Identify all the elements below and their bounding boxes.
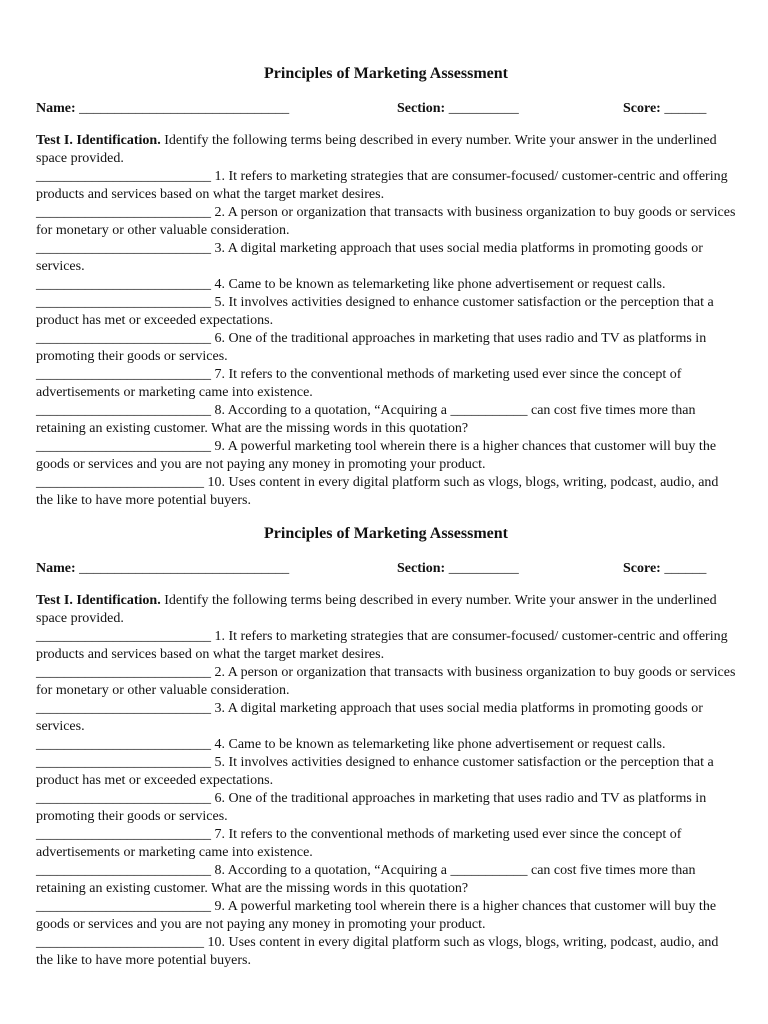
question-number: 10. bbox=[207, 935, 225, 950]
test-instructions bbox=[36, 592, 736, 628]
question-number: 9. bbox=[214, 899, 225, 914]
test-instructions bbox=[36, 132, 736, 168]
section-blank: __________ bbox=[448, 561, 519, 576]
answer-blank: _________________________ bbox=[36, 367, 211, 382]
score-label: Score: bbox=[623, 101, 661, 116]
name-field bbox=[36, 559, 289, 579]
question-item bbox=[36, 276, 736, 294]
question-item bbox=[36, 474, 736, 510]
question-item bbox=[36, 330, 736, 366]
question-item bbox=[36, 366, 736, 402]
answer-blank: ________________________ bbox=[36, 935, 204, 950]
question-item bbox=[36, 790, 736, 826]
assessment-copy-1 bbox=[36, 63, 736, 510]
question-text: A powerful marketing tool wherein there is a higher chances that customer will buy the goods or services and you are not paying any money in promoting your product. bbox=[36, 899, 717, 932]
answer-blank: _________________________ bbox=[36, 331, 211, 346]
question-text: It refers to marketing strategies that are consumer-focused/ customer-centric and offering products and services based on what the target market desires. bbox=[36, 629, 728, 662]
question-number: 4. bbox=[214, 737, 225, 752]
score-field bbox=[623, 99, 706, 119]
section-field bbox=[397, 559, 519, 579]
answer-blank: _________________________ bbox=[36, 439, 211, 454]
question-text: It refers to marketing strategies that are consumer-focused/ customer-centric and offering products and services based on what the target market desires. bbox=[36, 169, 728, 202]
score-blank: ______ bbox=[664, 101, 707, 116]
question-item bbox=[36, 826, 736, 862]
question-number: 5. bbox=[214, 755, 225, 770]
name-blank: ______________________________ bbox=[79, 101, 290, 116]
question-text: It involves activities designed to enhance customer satisfaction or the perception that a product has met or exceeded expectations. bbox=[36, 295, 714, 328]
name-blank: ______________________________ bbox=[79, 561, 290, 576]
score-label: Score: bbox=[623, 561, 661, 576]
answer-blank: _________________________ bbox=[36, 701, 211, 716]
question-item bbox=[36, 700, 736, 736]
question-item bbox=[36, 736, 736, 754]
score-field bbox=[623, 559, 706, 579]
question-number: 10. bbox=[207, 475, 225, 490]
answer-blank: _________________________ bbox=[36, 295, 211, 310]
answer-blank: _________________________ bbox=[36, 899, 211, 914]
instructions-text: Identify the following terms being described in every number. Write your answer in the underlined space provided. bbox=[36, 133, 717, 166]
answer-blank: _________________________ bbox=[36, 737, 211, 752]
answer-blank: _________________________ bbox=[36, 205, 211, 220]
student-info-row bbox=[36, 99, 736, 119]
question-number: 3. bbox=[214, 701, 225, 716]
question-item bbox=[36, 862, 736, 898]
answer-blank: _________________________ bbox=[36, 827, 211, 842]
answer-blank: ________________________ bbox=[36, 475, 204, 490]
instructions-text: Identify the following terms being described in every number. Write your answer in the underlined space provided. bbox=[36, 593, 717, 626]
question-item bbox=[36, 934, 736, 970]
question-text: Uses content in every digital platform such as vlogs, blogs, writing, podcast, audio, and the like to have more potential buyers. bbox=[36, 935, 719, 968]
answer-blank: _________________________ bbox=[36, 791, 211, 806]
question-text: A person or organization that transacts with business organization to buy goods or services for monetary or other valuable consideration. bbox=[36, 205, 736, 238]
question-item bbox=[36, 204, 736, 240]
student-info-row bbox=[36, 559, 736, 579]
answer-blank: _________________________ bbox=[36, 755, 211, 770]
answer-blank: _________________________ bbox=[36, 863, 211, 878]
question-text: A digital marketing approach that uses social media platforms in promoting goods or services. bbox=[36, 701, 703, 734]
question-number: 1. bbox=[214, 629, 225, 644]
assessment-title: Principles of Marketing Assessment bbox=[264, 65, 508, 82]
question-text: It refers to the conventional methods of marketing used ever since the concept of advertisements or marketing came into existence. bbox=[36, 367, 682, 400]
question-number: 8. bbox=[214, 403, 225, 418]
score-blank: ______ bbox=[664, 561, 707, 576]
question-number: 1. bbox=[214, 169, 225, 184]
question-number: 4. bbox=[214, 277, 225, 292]
question-number: 8. bbox=[214, 863, 225, 878]
answer-blank: _________________________ bbox=[36, 665, 211, 680]
question-text: It involves activities designed to enhance customer satisfaction or the perception that a product has met or exceeded expectations. bbox=[36, 755, 714, 788]
question-text: It refers to the conventional methods of marketing used ever since the concept of advertisements or marketing came into existence. bbox=[36, 827, 682, 860]
question-text: A person or organization that transacts with business organization to buy goods or services for monetary or other valuable consideration. bbox=[36, 665, 736, 698]
question-number: 6. bbox=[214, 331, 225, 346]
question-item bbox=[36, 168, 736, 204]
name-field bbox=[36, 99, 289, 119]
question-list bbox=[36, 628, 736, 970]
answer-blank: _________________________ bbox=[36, 169, 211, 184]
answer-blank: _________________________ bbox=[36, 277, 211, 292]
question-number: 2. bbox=[214, 665, 225, 680]
question-number: 7. bbox=[214, 827, 225, 842]
assessment-title: Principles of Marketing Assessment bbox=[264, 525, 508, 542]
name-label: Name: bbox=[36, 561, 76, 576]
question-text: Came to be known as telemarketing like phone advertisement or request calls. bbox=[228, 737, 666, 752]
question-item bbox=[36, 898, 736, 934]
assessment-copy-2 bbox=[36, 523, 736, 970]
question-number: 3. bbox=[214, 241, 225, 256]
answer-blank: _________________________ bbox=[36, 403, 211, 418]
question-item bbox=[36, 664, 736, 700]
section-label: Section: bbox=[397, 561, 446, 576]
question-list bbox=[36, 168, 736, 510]
question-item bbox=[36, 240, 736, 276]
question-text: A digital marketing approach that uses social media platforms in promoting goods or services. bbox=[36, 241, 703, 274]
question-number: 7. bbox=[214, 367, 225, 382]
question-item bbox=[36, 294, 736, 330]
question-text: A powerful marketing tool wherein there is a higher chances that customer will buy the goods or services and you are not paying any money in promoting your product. bbox=[36, 439, 717, 472]
section-blank: __________ bbox=[448, 101, 519, 116]
question-item bbox=[36, 628, 736, 664]
question-number: 2. bbox=[214, 205, 225, 220]
section-field bbox=[397, 99, 519, 119]
section-label: Section: bbox=[397, 101, 446, 116]
question-text: One of the traditional approaches in marketing that uses radio and TV as platforms in promoting their goods or services. bbox=[36, 331, 707, 364]
question-text: According to a quotation, “Acquiring a ___________ can cost five times more than retaining an existing customer. What are the missing words in this quotation? bbox=[36, 403, 696, 436]
question-item bbox=[36, 754, 736, 790]
name-label: Name: bbox=[36, 101, 76, 116]
answer-blank: _________________________ bbox=[36, 629, 211, 644]
instructions-lead: Test I. Identification. bbox=[36, 133, 161, 148]
question-text: Uses content in every digital platform such as vlogs, blogs, writing, podcast, audio, and the like to have more potential buyers. bbox=[36, 475, 719, 508]
question-item bbox=[36, 438, 736, 474]
question-number: 5. bbox=[214, 295, 225, 310]
question-text: According to a quotation, “Acquiring a ___________ can cost five times more than retaining an existing customer. What are the missing words in this quotation? bbox=[36, 863, 696, 896]
question-number: 6. bbox=[214, 791, 225, 806]
question-number: 9. bbox=[214, 439, 225, 454]
question-text: One of the traditional approaches in marketing that uses radio and TV as platforms in promoting their goods or services. bbox=[36, 791, 707, 824]
question-item bbox=[36, 402, 736, 438]
question-text: Came to be known as telemarketing like phone advertisement or request calls. bbox=[228, 277, 666, 292]
answer-blank: _________________________ bbox=[36, 241, 211, 256]
instructions-lead: Test I. Identification. bbox=[36, 593, 161, 608]
